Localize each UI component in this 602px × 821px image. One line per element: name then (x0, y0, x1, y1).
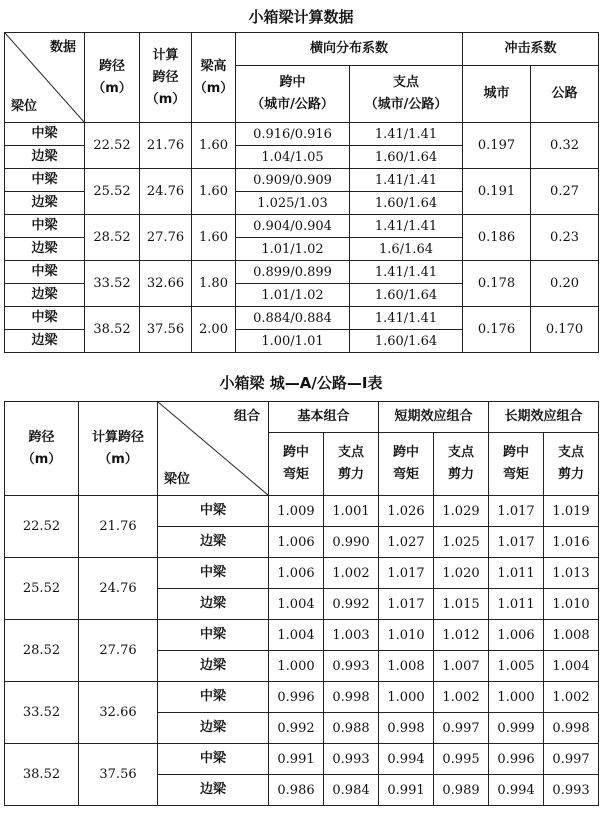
lateral-support-cell: 1.60/1.64 (350, 146, 463, 169)
long-sup-cell: 1.013 (544, 558, 599, 589)
impact-road-cell: 0.23 (531, 215, 599, 261)
long-sup-cell: 1.016 (544, 527, 599, 558)
beam-position-cell: 中梁 (5, 123, 85, 146)
short-sup-cell: 1.007 (434, 651, 489, 682)
basic-sup-cell: 1.003 (324, 620, 379, 651)
span-cell: 28.52 (5, 620, 79, 682)
table-row (5, 558, 599, 589)
long-mid-cell: 1.005 (489, 651, 544, 682)
calc-span-cell: 32.66 (79, 682, 158, 744)
diag-bottom-label: 梁位 (164, 472, 191, 487)
span-cell: 25.52 (85, 169, 140, 215)
beam-position-cell: 边梁 (5, 192, 85, 215)
short-mid-cell: 0.994 (379, 744, 434, 775)
basic-mid-cell: 1.009 (269, 496, 324, 527)
sub-mid-moment-header: 跨中 弯矩 (489, 433, 544, 496)
impact-road-cell: 0.20 (531, 261, 599, 307)
long-mid-cell: 0.999 (489, 713, 544, 744)
beam-position-cell: 中梁 (158, 558, 269, 589)
lateral-mid-cell: 0.899/0.899 (236, 261, 350, 284)
basic-sup-cell: 1.002 (324, 558, 379, 589)
lateral-support-cell: 1.41/1.41 (350, 307, 463, 330)
long-sup-cell: 1.004 (544, 651, 599, 682)
beam-position-cell: 边梁 (5, 330, 85, 353)
calc-span-cell: 27.76 (79, 620, 158, 682)
beam-position-cell: 中梁 (158, 620, 269, 651)
basic-sup-cell: 1.001 (324, 496, 379, 527)
beam-position-cell: 边梁 (5, 146, 85, 169)
lateral-support-cell: 1.60/1.64 (350, 192, 463, 215)
beam-position-cell: 中梁 (158, 496, 269, 527)
span-cell: 22.52 (5, 496, 79, 558)
long-sup-cell: 0.997 (544, 744, 599, 775)
diag-top-label: 组合 (233, 409, 260, 424)
basic-mid-cell: 1.004 (269, 589, 324, 620)
calc-span-cell: 32.66 (140, 261, 192, 307)
table-row (5, 123, 599, 146)
lateral-support-cell: 1.41/1.41 (350, 123, 463, 146)
impact-road-cell: 0.170 (531, 307, 599, 353)
col-span-header: 跨径 （m） (85, 33, 140, 123)
lateral-support-cell: 1.41/1.41 (350, 261, 463, 284)
short-sup-cell: 1.012 (434, 620, 489, 651)
lateral-mid-cell: 0.904/0.904 (236, 215, 350, 238)
lateral-mid-cell: 1.00/1.01 (236, 330, 350, 353)
sub-support-shear-header: 支点 剪力 (434, 433, 489, 496)
diag-top-label: 数据 (49, 40, 76, 55)
table1-title: 小箱梁计算数据 (248, 8, 354, 26)
basic-sup-cell: 0.993 (324, 744, 379, 775)
long-mid-cell: 1.017 (489, 496, 544, 527)
long-mid-cell: 1.011 (489, 589, 544, 620)
short-sup-cell: 1.015 (434, 589, 489, 620)
diag-header-cell (158, 402, 269, 496)
beam-position-cell: 边梁 (158, 651, 269, 682)
col-impact-header: 冲击系数 (463, 33, 599, 66)
col-lateral-support-header: 支点 （城市/公路） (350, 66, 463, 123)
basic-mid-cell: 1.004 (269, 620, 324, 651)
calc-span-cell: 24.76 (79, 558, 158, 620)
long-sup-cell: 1.008 (544, 620, 599, 651)
table-row (5, 496, 599, 527)
lateral-support-cell: 1.41/1.41 (350, 169, 463, 192)
beam-height-cell: 1.80 (192, 261, 236, 307)
basic-sup-cell: 0.988 (324, 713, 379, 744)
sub-support-shear-header: 支点 剪力 (324, 433, 379, 496)
table-row (5, 307, 599, 330)
beam-position-cell: 边梁 (5, 238, 85, 261)
calc-span-cell: 37.56 (140, 307, 192, 353)
beam-position-cell: 中梁 (158, 744, 269, 775)
short-mid-cell: 1.017 (379, 558, 434, 589)
lateral-support-cell: 1.60/1.64 (350, 284, 463, 307)
span-cell: 33.52 (5, 682, 79, 744)
basic-sup-cell: 0.992 (324, 589, 379, 620)
beam-height-cell: 1.60 (192, 169, 236, 215)
span-cell: 33.52 (85, 261, 140, 307)
calc-span-cell: 37.56 (79, 744, 158, 806)
table2-title: 小箱梁 城—A/公路—Ⅰ表 (219, 374, 383, 392)
calc-span-cell: 21.76 (79, 496, 158, 558)
impact-city-cell: 0.176 (463, 307, 531, 353)
sub-mid-moment-header: 跨中 弯矩 (379, 433, 434, 496)
table-row (5, 215, 599, 238)
beam-position-cell: 边梁 (158, 713, 269, 744)
short-sup-cell: 1.020 (434, 558, 489, 589)
beam-position-cell: 中梁 (5, 169, 85, 192)
long-mid-cell: 1.011 (489, 558, 544, 589)
basic-sup-cell: 0.993 (324, 651, 379, 682)
beam-position-cell: 中梁 (5, 215, 85, 238)
long-sup-cell: 1.010 (544, 589, 599, 620)
lateral-mid-cell: 1.01/1.02 (236, 284, 350, 307)
short-sup-cell: 1.002 (434, 682, 489, 713)
table-row (5, 682, 599, 713)
long-mid-cell: 1.000 (489, 682, 544, 713)
sub-mid-moment-header: 跨中 弯矩 (269, 433, 324, 496)
basic-mid-cell: 0.991 (269, 744, 324, 775)
span-cell: 38.52 (85, 307, 140, 353)
short-mid-cell: 1.008 (379, 651, 434, 682)
lateral-mid-cell: 1.04/1.05 (236, 146, 350, 169)
table-row (5, 261, 599, 284)
lateral-support-cell: 1.41/1.41 (350, 215, 463, 238)
basic-sup-cell: 0.984 (324, 775, 379, 806)
short-sup-cell: 0.997 (434, 713, 489, 744)
calc-span-cell: 27.76 (140, 215, 192, 261)
calc-data-table (4, 32, 599, 353)
impact-road-cell: 0.27 (531, 169, 599, 215)
impact-road-cell: 0.32 (531, 123, 599, 169)
table-row (5, 744, 599, 775)
beam-position-cell: 中梁 (5, 261, 85, 284)
col-lateral-header: 横向分布系数 (236, 33, 463, 66)
beam-position-cell: 边梁 (5, 284, 85, 307)
span-cell: 28.52 (85, 215, 140, 261)
col-calc-span-header: 计算跨径 （m） (79, 402, 158, 496)
basic-mid-cell: 0.986 (269, 775, 324, 806)
impact-city-cell: 0.191 (463, 169, 531, 215)
long-sup-cell: 1.002 (544, 682, 599, 713)
short-mid-cell: 1.017 (379, 589, 434, 620)
combo-basic-header: 基本组合 (269, 402, 379, 433)
table-row (5, 620, 599, 651)
short-mid-cell: 0.991 (379, 775, 434, 806)
long-sup-cell: 1.019 (544, 496, 599, 527)
beam-height-cell: 1.60 (192, 215, 236, 261)
basic-mid-cell: 0.996 (269, 682, 324, 713)
short-mid-cell: 1.010 (379, 620, 434, 651)
long-sup-cell: 0.993 (544, 775, 599, 806)
col-calc-span-header: 计算 跨径 （m） (140, 33, 192, 123)
short-mid-cell: 1.026 (379, 496, 434, 527)
lateral-mid-cell: 1.025/1.03 (236, 192, 350, 215)
combo-long-header: 长期效应组合 (489, 402, 599, 433)
lateral-mid-cell: 0.909/0.909 (236, 169, 350, 192)
short-sup-cell: 0.989 (434, 775, 489, 806)
basic-sup-cell: 0.990 (324, 527, 379, 558)
table-row (5, 169, 599, 192)
col-impact-city-header: 城市 (463, 66, 531, 123)
combo-coefficient-table (4, 401, 599, 806)
short-sup-cell: 1.029 (434, 496, 489, 527)
col-height-header: 梁高 （m） (192, 33, 236, 123)
long-mid-cell: 0.996 (489, 744, 544, 775)
sub-support-shear-header: 支点 剪力 (544, 433, 599, 496)
long-mid-cell: 1.017 (489, 527, 544, 558)
basic-mid-cell: 1.000 (269, 651, 324, 682)
beam-position-cell: 边梁 (158, 527, 269, 558)
lateral-mid-cell: 0.916/0.916 (236, 123, 350, 146)
basic-mid-cell: 0.992 (269, 713, 324, 744)
basic-sup-cell: 0.998 (324, 682, 379, 713)
beam-position-cell: 中梁 (158, 682, 269, 713)
lateral-support-cell: 1.6/1.64 (350, 238, 463, 261)
short-sup-cell: 0.995 (434, 744, 489, 775)
impact-city-cell: 0.186 (463, 215, 531, 261)
calc-span-cell: 21.76 (140, 123, 192, 169)
long-sup-cell: 0.998 (544, 713, 599, 744)
long-mid-cell: 1.006 (489, 620, 544, 651)
basic-mid-cell: 1.006 (269, 527, 324, 558)
span-cell: 38.52 (5, 744, 79, 806)
lateral-support-cell: 1.60/1.64 (350, 330, 463, 353)
span-cell: 25.52 (5, 558, 79, 620)
col-lateral-mid-header: 跨中 （城市/公路） (236, 66, 350, 123)
diag-header-cell (5, 33, 85, 123)
col-span-header: 跨径 （m） (5, 402, 79, 496)
span-cell: 22.52 (85, 123, 140, 169)
basic-mid-cell: 1.006 (269, 558, 324, 589)
long-mid-cell: 0.994 (489, 775, 544, 806)
calc-span-cell: 24.76 (140, 169, 192, 215)
impact-city-cell: 0.178 (463, 261, 531, 307)
beam-height-cell: 1.60 (192, 123, 236, 169)
impact-city-cell: 0.197 (463, 123, 531, 169)
lateral-mid-cell: 0.884/0.884 (236, 307, 350, 330)
short-mid-cell: 1.027 (379, 527, 434, 558)
beam-position-cell: 边梁 (158, 589, 269, 620)
beam-position-cell: 边梁 (158, 775, 269, 806)
diag-bottom-label: 梁位 (11, 99, 38, 114)
lateral-mid-cell: 1.01/1.02 (236, 238, 350, 261)
short-mid-cell: 0.998 (379, 713, 434, 744)
combo-short-header: 短期效应组合 (379, 402, 489, 433)
short-sup-cell: 1.025 (434, 527, 489, 558)
beam-position-cell: 中梁 (5, 307, 85, 330)
beam-height-cell: 2.00 (192, 307, 236, 353)
col-impact-road-header: 公路 (531, 66, 599, 123)
short-mid-cell: 1.000 (379, 682, 434, 713)
